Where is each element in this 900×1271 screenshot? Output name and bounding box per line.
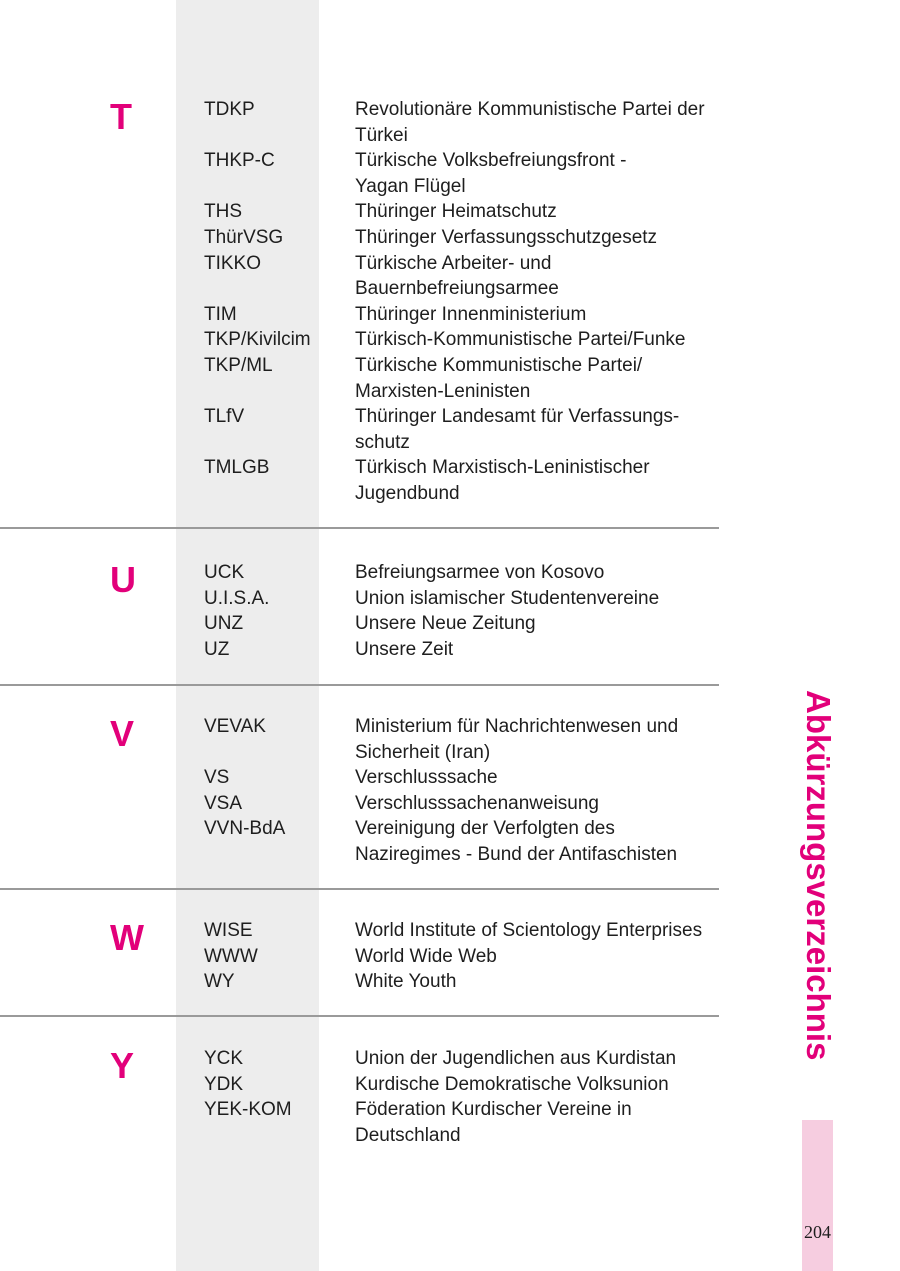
section-letter: U <box>110 559 136 600</box>
description: Türkisch Marxistisch-Leninistischer <box>355 457 650 479</box>
description: Thüringer Verfassungsschutzgesetz <box>355 227 658 248</box>
abbreviation: VS <box>204 767 230 789</box>
abbreviation: YEK-KOM <box>204 1099 292 1121</box>
description: Türkei <box>355 124 408 146</box>
abbreviation: UNZ <box>204 613 244 635</box>
list-item <box>0 174 900 200</box>
list-item <box>0 430 900 456</box>
list-item <box>0 379 900 405</box>
list-item <box>0 404 900 430</box>
abbreviation: WWW <box>204 945 258 967</box>
description: Türkisch-Kommunistische Partei/Funke <box>355 329 686 351</box>
list-item <box>0 765 900 791</box>
abbreviation: WISE <box>204 920 253 941</box>
list-item <box>0 123 900 149</box>
abbreviation: VVN-BdA <box>204 818 286 840</box>
description: Naziregimes - Bund der Antifaschisten <box>355 844 678 865</box>
abbreviation: TIM <box>204 303 237 325</box>
list-item <box>0 327 900 353</box>
abbreviation: TLfV <box>204 406 245 428</box>
description: Föderation Kurdischer Vereine in <box>355 1099 632 1121</box>
abbreviation: UCK <box>204 562 245 583</box>
section-letter: T <box>110 96 132 137</box>
description: Türkische Kommunistische Partei/ <box>355 355 643 376</box>
list-item <box>0 740 900 766</box>
description: Verschlusssache <box>355 767 498 789</box>
list-item <box>0 816 900 842</box>
description: Unsere Neue Zeitung <box>355 613 536 635</box>
section-divider <box>0 527 719 529</box>
description: Kurdische Demokratische Volksunion <box>355 1073 669 1095</box>
description: Befreiungsarmee von Kosovo <box>355 562 605 583</box>
section-letter: V <box>110 713 135 754</box>
abbreviation: THKP-C <box>204 150 275 172</box>
description: Revolutionäre Kommunistische Partei der <box>355 99 705 120</box>
description: Unsere Zeit <box>355 638 454 660</box>
list-item <box>0 1123 900 1149</box>
page-tab <box>802 1120 833 1271</box>
abbreviation: VEVAK <box>204 716 266 737</box>
section-divider <box>0 1015 719 1017</box>
description: Deutschland <box>355 1124 461 1146</box>
list-item <box>0 225 900 251</box>
abbreviation: VSA <box>204 792 243 814</box>
description: Union islamischer Studentenvereine <box>355 587 660 609</box>
description: World Wide Web <box>355 945 497 967</box>
list-item <box>0 944 900 970</box>
list-item <box>0 714 900 740</box>
list-item <box>0 918 900 944</box>
description: World Institute of Scientology Enterprises <box>355 920 703 941</box>
abbreviation: TDKP <box>204 99 255 120</box>
abbreviation: U.I.S.A. <box>204 587 270 609</box>
description: Ministerium für Nachrichtenwesen und <box>355 716 679 737</box>
list-item <box>0 586 900 612</box>
list-item <box>0 1046 900 1072</box>
list-item <box>0 560 900 586</box>
abbreviation: TKP/Kivilcim <box>204 329 311 351</box>
description: Marxisten-Leninisten <box>355 380 531 402</box>
abbreviation: YCK <box>204 1048 244 1069</box>
description: Verschlusssachenanweisung <box>355 792 599 814</box>
description: Thüringer Heimatschutz <box>355 201 557 223</box>
section-letter: W <box>110 917 144 958</box>
abbreviation: WY <box>204 971 235 993</box>
list-item <box>0 276 900 302</box>
list-item <box>0 842 900 868</box>
abbreviation: ThürVSG <box>204 227 284 248</box>
description: Sicherheit (Iran) <box>355 741 491 763</box>
section-divider <box>0 888 719 890</box>
abbreviation: THS <box>204 201 242 223</box>
section-letter: Y <box>110 1045 135 1086</box>
abbreviation: TIKKO <box>204 252 262 274</box>
description: Bauernbefreiungsarmee <box>355 278 559 300</box>
list-item <box>0 637 900 663</box>
description: schutz <box>355 431 410 453</box>
page-number: 204 <box>804 1222 831 1242</box>
list-item <box>0 199 900 225</box>
list-item <box>0 97 900 123</box>
list-item <box>0 251 900 277</box>
description: Thüringer Landesamt für Verfassungs- <box>355 406 680 428</box>
list-item <box>0 302 900 328</box>
description: Jugendbund <box>355 483 460 504</box>
abbreviation: YDK <box>204 1073 244 1095</box>
list-item <box>0 353 900 379</box>
list-item <box>0 1097 900 1123</box>
description: Yagan Flügel <box>355 175 466 197</box>
list-item <box>0 969 900 995</box>
list-item <box>0 148 900 174</box>
list-item <box>0 455 900 481</box>
list-item <box>0 1072 900 1098</box>
side-title: Abkürzungsverzeichnis <box>800 690 837 1061</box>
description: White Youth <box>355 971 457 993</box>
description: Türkische Volksbefreiungsfront - <box>355 150 627 172</box>
abbreviation: TMLGB <box>204 457 270 479</box>
list-item <box>0 481 900 507</box>
abbreviation: UZ <box>204 638 230 660</box>
abbreviation: TKP/ML <box>204 355 273 376</box>
description: Union der Jugendlichen aus Kurdistan <box>355 1048 677 1069</box>
description: Thüringer Innenministerium <box>355 303 587 325</box>
list-item <box>0 611 900 637</box>
description: Vereinigung der Verfolgten des <box>355 818 615 840</box>
list-item <box>0 791 900 817</box>
section-divider <box>0 684 719 686</box>
description: Türkische Arbeiter- und <box>355 252 552 274</box>
